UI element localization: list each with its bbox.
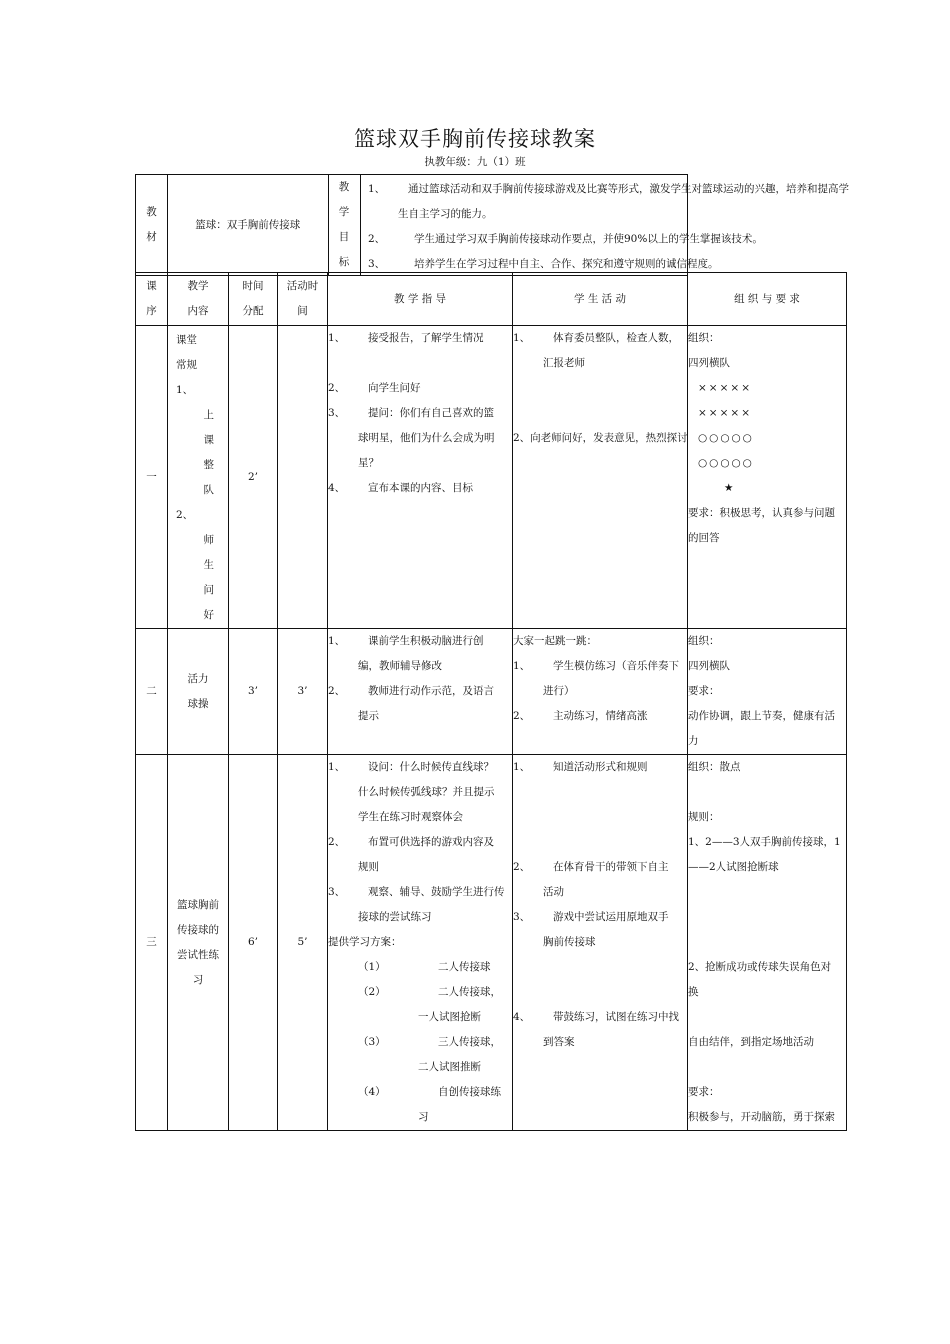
- row-student: 1、 体育委员整队，检查人数， 汇报老师 2、向老师问好，发表意见，热烈探讨: [513, 326, 688, 629]
- row-guide: 1、 接受报告，了解学生情况 2、 向学生问好 3、 提问：你们有自己喜欢的篮 球明星，他们为什么会成为明 星？ 4、 宣布本课的内容、目标: [328, 326, 513, 629]
- row-student: 大家一起跳一跳： 1、 学生模仿练习（音乐伴奏下 进行） 2、 主动练习，情绪高涨: [513, 629, 688, 755]
- goals-label: 教 学 目 标: [328, 175, 360, 275]
- row-seq: 一: [136, 326, 168, 629]
- row-guide: 1、 设问：什么时候传直线球？ 什么时候传弧线球？并且提示 学生在练习时观察体会 2、 布置可供选择的游戏内容及 规则 3、 观察、辅导、鼓励学生进行传 接球的尝试练习 提供学习方案： （1） 二人传接球 （2） 二人传接球， 一人试图抢断 （3） 三人传接球， 二人试图推断 （4） 自创传接球练 习: [328, 755, 513, 1131]
- row-seq: 二: [136, 629, 168, 755]
- goal-item: 2、 学生通过学习双手胸前传接球动作要点，并使90%以上的学生掌握该技术。: [368, 233, 763, 245]
- row-activity-time: 5’: [278, 755, 328, 1131]
- row-student: 1、 知道活动形式和规则 2、 在体育骨干的带领下自主 活动 3、 游戏中尝试运用原地双手 胸前传接球 4、 带鼓练习，试图在练习中找 到答案: [513, 755, 688, 1131]
- row-guide: 1、 课前学生积极动脑进行创 编，教师辅导修改 2、 教师进行动作示范，及语言 提示: [328, 629, 513, 755]
- goal-item: 1、 通过篮球活动和双手胸前传接球游戏及比赛等形式，激发学生对篮球运动的兴趣，培养和提高学: [368, 183, 849, 195]
- row-activity-time: [278, 326, 328, 629]
- row-content: 课堂 常规 1、 上 课 整 队 2、 师 生 问 好: [168, 326, 229, 629]
- table-row: [136, 755, 847, 1131]
- teacher-star-icon: ★: [724, 482, 734, 494]
- col-content: 教学 内容: [168, 273, 229, 326]
- row-time: 6’: [229, 755, 278, 1131]
- row-org: 组织：散点 规则： 1、2——3人双手胸前传接球，1 ——2人试图抢断球 2、抢断成功或传球失误角色对 换 自由结伴，到指定场地活动 要求： 积极参与，开动脑筋，勇于探索: [688, 755, 847, 1131]
- row-org: 组织： 四列横队 ××××× ××××× ○○○○○ ○○○○○ ★ 要求：积极思考，认真参与问题 的回答: [688, 326, 847, 629]
- table-row: [136, 629, 847, 755]
- col-guide: 教 学 指 导: [328, 273, 513, 326]
- col-seq: 课 序: [136, 273, 168, 326]
- row-activity-time: 3’: [278, 629, 328, 755]
- material-value: 篮球：双手胸前传接球: [168, 175, 328, 275]
- page-title: 篮球双手胸前传接球教案: [354, 127, 596, 151]
- col-activity-time: 活动时 间: [278, 273, 328, 326]
- row-content: 活力 球操: [168, 629, 229, 755]
- col-student: 学 生 活 动: [513, 273, 688, 326]
- col-org: 组 织 与 要 求: [688, 273, 847, 326]
- row-time: 3’: [229, 629, 278, 755]
- row-time: 2’: [229, 326, 278, 629]
- goals-text: 1、 通过篮球活动和双手胸前传接球游戏及比赛等形式，激发学生对篮球运动的兴趣，培养和提高学 生自主学习的能力。 2、 学生通过学习双手胸前传接球动作要点，并使90%以上的学生掌握该技术。 3、 培养学生在学习过程中自主、合作、探究和遵守规则的诚信程度。: [362, 177, 846, 277]
- goal-item: 3、 培养学生在学习过程中自主、合作、探究和遵守规则的诚信程度。: [368, 258, 719, 270]
- row-org: 组织： 四列横队 要求： 动作协调，跟上节奏，健康有活 力: [688, 629, 847, 755]
- col-time: 时间 分配: [229, 273, 278, 326]
- lesson-body-table: [135, 272, 847, 1131]
- row-content: 篮球胸前 传接球的 尝试性练 习: [168, 755, 229, 1131]
- column-header-row: [136, 273, 847, 326]
- row-seq: 三: [136, 755, 168, 1131]
- grade-label: 执教年级：九（1）班: [424, 156, 526, 168]
- material-label: 教 材: [136, 175, 168, 276]
- table-row: [136, 326, 847, 629]
